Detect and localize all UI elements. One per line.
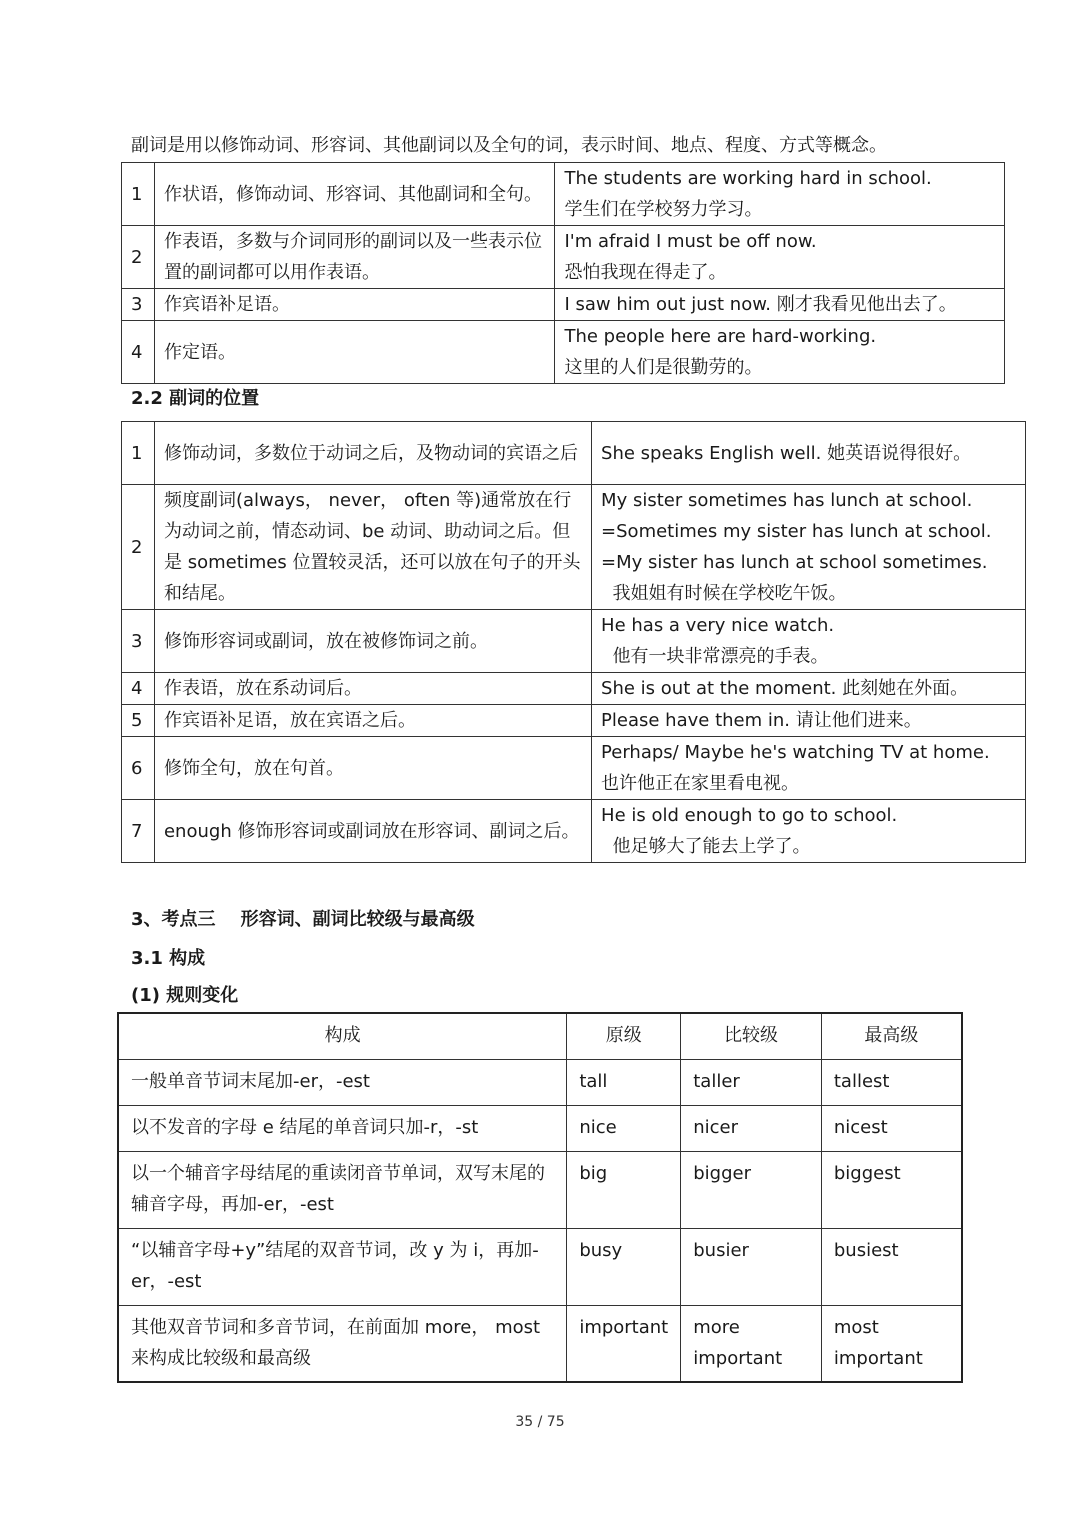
example-cell xyxy=(592,610,1026,673)
example-line: 也许他正在家里看电视。 xyxy=(601,773,800,794)
example-line: 学生们在学校努力学习。 xyxy=(564,199,763,220)
header-superlative: 最高级 xyxy=(821,1013,962,1059)
superlative-cell: nicest xyxy=(821,1105,962,1151)
row-number: 7 xyxy=(122,800,155,863)
example-line: 他足够大了能去上学了。 xyxy=(601,836,811,857)
table-row xyxy=(122,226,1005,289)
position-desc: 修饰全句，放在句首。 xyxy=(154,737,591,800)
comparative-cell: bigger xyxy=(681,1151,822,1228)
example-line: He has a very nice watch. xyxy=(601,615,835,636)
example-line: She is out at the moment. 此刻她在外面。 xyxy=(601,678,969,699)
comparative-cell: taller xyxy=(681,1059,822,1105)
example-cell xyxy=(592,800,1026,863)
example-line: =My sister has lunch at school sometimes. xyxy=(601,552,988,573)
rule-cell: “以辅音字母+y”结尾的双音节词，改 y 为 i，再加-er，-est xyxy=(118,1228,567,1305)
example-line: 他有一块非常漂亮的手表。 xyxy=(601,646,829,667)
rule-cell: 以不发音的字母 e 结尾的单音词只加-r，-st xyxy=(118,1105,567,1151)
example-line: My sister sometimes has lunch at school. xyxy=(601,490,973,511)
base-cell: busy xyxy=(567,1228,681,1305)
header-base: 原级 xyxy=(567,1013,681,1059)
table-row xyxy=(122,673,1026,705)
header-comparative: 比较级 xyxy=(681,1013,822,1059)
example-line: I saw him out just now. 刚才我看见他出去了。 xyxy=(564,294,957,315)
example-line: The people here are hard-working. xyxy=(564,326,877,347)
function-desc: 作宾语补足语。 xyxy=(154,289,555,321)
example-line: Perhaps/ Maybe he's watching TV at home. xyxy=(601,742,990,763)
position-desc: 频度副词(always， never， often 等)通常放在行为动词之前，情态动词、be 动词、助动词之后。但是 sometimes 位置较灵活，还可以放在句子的开头和结尾。 xyxy=(154,485,591,610)
table-row xyxy=(122,485,1026,610)
section-heading-2-2: 2.2 副词的位置 xyxy=(131,388,260,409)
header-rule: 构成 xyxy=(118,1013,567,1059)
example-cell xyxy=(555,226,1005,289)
table-row xyxy=(118,1305,962,1382)
page-number: 35 / 75 xyxy=(515,1414,565,1430)
position-desc: 作宾语补足语，放在宾语之后。 xyxy=(154,705,591,737)
example-cell xyxy=(555,321,1005,384)
table-row xyxy=(122,163,1005,226)
function-desc: 作状语，修饰动词、形容词、其他副词和全句。 xyxy=(154,163,555,226)
table-row xyxy=(122,610,1026,673)
table-row xyxy=(118,1105,962,1151)
example-line: 恐怕我现在得走了。 xyxy=(564,262,727,283)
example-cell xyxy=(592,705,1026,737)
row-number: 4 xyxy=(122,321,155,384)
example-line: She speaks English well. 她英语说得很好。 xyxy=(601,442,972,464)
position-desc: 修饰形容词或副词，放在被修饰词之前。 xyxy=(154,610,591,673)
row-number: 1 xyxy=(122,163,155,226)
example-line: I'm afraid I must be off now. xyxy=(564,231,817,252)
function-desc: 作表语，多数与介词同形的副词以及一些表示位置的副词都可以用作表语。 xyxy=(154,226,555,289)
example-cell xyxy=(592,737,1026,800)
example-line: Please have them in. 请让他们进来。 xyxy=(601,710,922,731)
example-cell xyxy=(592,485,1026,610)
table-row xyxy=(122,800,1026,863)
row-number: 3 xyxy=(122,289,155,321)
rule-cell: 其他双音节词和多音节词，在前面加 more， most 来构成比较级和最高级 xyxy=(118,1305,567,1382)
row-number: 1 xyxy=(122,422,155,485)
row-number: 4 xyxy=(122,673,155,705)
rule-cell: 一般单音节词末尾加-er，-est xyxy=(118,1059,567,1105)
example-line: He is old enough to go to school. xyxy=(601,805,898,826)
table-row xyxy=(122,705,1026,737)
row-number: 5 xyxy=(122,705,155,737)
example-cell xyxy=(592,422,1026,485)
comparative-cell: busier xyxy=(681,1228,822,1305)
superlative-cell: busiest xyxy=(821,1228,962,1305)
row-number: 3 xyxy=(122,610,155,673)
example-line: 这里的人们是很勤劳的。 xyxy=(564,357,763,378)
example-line: The students are working hard in school. xyxy=(564,168,932,189)
table-row xyxy=(118,1059,962,1105)
base-cell: tall xyxy=(567,1059,681,1105)
position-desc: 作表语，放在系动词后。 xyxy=(154,673,591,705)
table-row xyxy=(118,1151,962,1228)
adverb-position-table xyxy=(121,421,1026,863)
example-cell xyxy=(555,163,1005,226)
example-line: 我姐姐有时候在学校吃午饭。 xyxy=(601,583,847,604)
base-cell: nice xyxy=(567,1105,681,1151)
intro-paragraph: 副词是用以修饰动词、形容词、其他副词以及全句的词，表示时间、地点、程度、方式等概念。 xyxy=(131,135,887,156)
example-line: =Sometimes my sister has lunch at school. xyxy=(601,521,992,542)
section-heading-3-1: 3.1 构成 xyxy=(131,948,206,969)
adverb-function-table xyxy=(121,162,1005,384)
section-heading-3: 3、考点三 形容词、副词比较级与最高级 xyxy=(131,909,475,930)
row-number: 2 xyxy=(122,226,155,289)
example-cell xyxy=(555,289,1005,321)
position-desc: enough 修饰形容词或副词放在形容词、副词之后。 xyxy=(154,800,591,863)
table-row xyxy=(122,321,1005,384)
table-row xyxy=(118,1228,962,1305)
example-cell xyxy=(592,673,1026,705)
base-cell: important xyxy=(567,1305,681,1382)
superlative-cell: biggest xyxy=(821,1151,962,1228)
superlative-cell: most important xyxy=(821,1305,962,1382)
table-row xyxy=(122,289,1005,321)
base-cell: big xyxy=(567,1151,681,1228)
row-number: 2 xyxy=(122,485,155,610)
comparative-cell: nicer xyxy=(681,1105,822,1151)
row-number: 6 xyxy=(122,737,155,800)
function-desc: 作定语。 xyxy=(154,321,555,384)
position-desc: 修饰动词，多数位于动词之后，及物动词的宾语之后 xyxy=(154,422,591,485)
comparative-cell: more important xyxy=(681,1305,822,1382)
rule-cell: 以一个辅音字母结尾的重读闭音节单词，双写末尾的辅音字母，再加-er，-est xyxy=(118,1151,567,1228)
table-row xyxy=(122,737,1026,800)
table-header-row xyxy=(118,1013,962,1059)
table-row xyxy=(122,422,1026,485)
superlative-cell: tallest xyxy=(821,1059,962,1105)
section-heading-regular: (1) 规则变化 xyxy=(131,985,239,1006)
comparison-table xyxy=(117,1012,963,1383)
